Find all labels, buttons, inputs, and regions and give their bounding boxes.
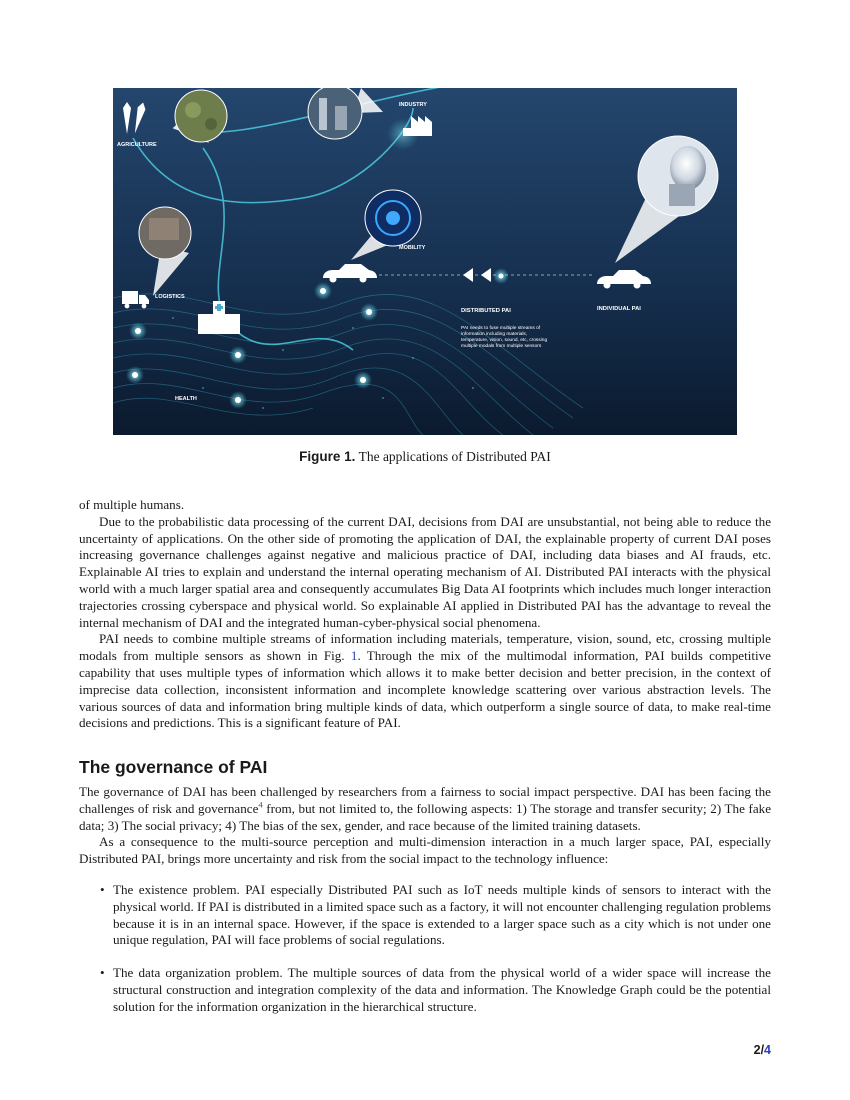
caption-label: Figure 1. [299, 449, 356, 464]
label-individual-pai: INDIVIDUAL PAI [597, 306, 641, 312]
list-item [79, 965, 771, 1015]
label-agriculture: AGRICULTURE [117, 142, 157, 148]
label-industry: INDUSTRY [399, 102, 427, 108]
bullet-icon: • [100, 965, 105, 981]
label-health: HEALTH [175, 396, 197, 402]
section-body [79, 784, 771, 868]
figure-description-line: temperature, vision, sound, etc, crossing [461, 338, 548, 343]
paragraph-text: . Through the mix of the multimodal information, PAI builds competitive capability that uses multiple types of information which allows it to make better decision and better precision, in the context of imprecise data collection, inconsistent information and incomplete knowledge scattering over various abstraction levels. The various sources of data and information bring multiple kinds of data, which outperform a single source of data, to make real-time decisions and predictions. This is a significant feature of PAI. [79, 648, 771, 731]
page-separator: / [760, 1043, 765, 1057]
body-text [79, 497, 771, 732]
page-current: 2 [753, 1043, 761, 1057]
citation-link[interactable]: 4 [258, 799, 263, 810]
paragraph [79, 784, 771, 834]
figure-description-line: multiple modals from multiple sensors [461, 344, 542, 349]
paragraph-text: PAI needs to combine multiple streams of information including materials, temperature, vision, sound, etc, crossing multiple modals from multiple sensors as shown in Fig. [79, 631, 771, 664]
list-item [79, 882, 771, 949]
figure-caption [0, 449, 850, 465]
section-heading: The governance of PAI [79, 757, 268, 777]
paragraph: As a consequence to the multi-source perception and multi-dimension interaction in a much larger space, PAI, especially Distributed PAI, brings more uncertainty and risk from the social impact to the technology influence: [79, 834, 771, 867]
label-logistics: LOGISTICS [155, 294, 185, 300]
list-item-text: The existence problem. PAI especially Distributed PAI such as IoT needs multiple kinds of sensors to interact with the physical world. If PAI is distributed in a limited space such as a factory, it will not encounter challenging regulation problems because it is in an internal space. However, if the space is extended to a larger space such as a city which is not under one unique regulation, PAI will face problems of social regulations. [113, 882, 771, 948]
figure-description-line: information including materials, [461, 332, 528, 337]
paragraph-text: from, but not limited to, the following aspects: 1) The storage and transfer security; 2) The fake data; 3) The social privacy; 4) The bias of the sex, gender, and race because of the limited training datasets. [79, 800, 772, 833]
label-distributed-pai: DISTRIBUTED PAI [461, 308, 511, 314]
paragraph: Due to the probabilistic data processing of the current DAI, decisions from DAI are unsubstantial, not being able to reduce the uncertainty of applications. On the other side of promoting the application of DAI, the explainable property of current DAI poses increasing governance challenges against negative and malicious practice of DAI, including data biases and AI frauds, etc. Explainable AI tries to explain and understand the internal operating mechanism of AI. Distributed PAI interacts with the physical world with a much larger spatial area and consequently accumulates Big Data AI footprints which includes much longer interaction trajectories crossing cyberspace and physical world. So explainable AI applied in Distributed PAI has the advantage to reveal the internal mechanism of DAI and the integrated human-cyber-physical social phenomena. [79, 513, 771, 630]
paragraph: of multiple humans. [79, 497, 185, 512]
paragraph [79, 631, 771, 732]
label-mobility: MOBILITY [399, 245, 426, 251]
page-total-link[interactable]: 4 [764, 1043, 771, 1057]
caption-text: The applications of Distributed PAI [358, 449, 551, 464]
page-number [754, 1043, 771, 1057]
paragraph-text: The governance of DAI has been challenged by researchers from a fairness to social impact perspective. DAI has been facing the challenges of risk and governance [79, 784, 771, 816]
list-item-text: The data organization problem. The multiple sources of data from the physical world of a wider space will increase the structural construction and integration complexity of the data and information. The Knowledge Graph could be the potential solution for the information organization in the hierarchical structure. [113, 965, 771, 1014]
figure-description-line: PAI needs to fuse multiple streams of [461, 326, 541, 331]
figure-1-image [113, 88, 737, 435]
bullet-icon: • [100, 882, 105, 897]
bullet-list [79, 882, 771, 1016]
figure-reference-link[interactable]: 1 [350, 648, 358, 664]
